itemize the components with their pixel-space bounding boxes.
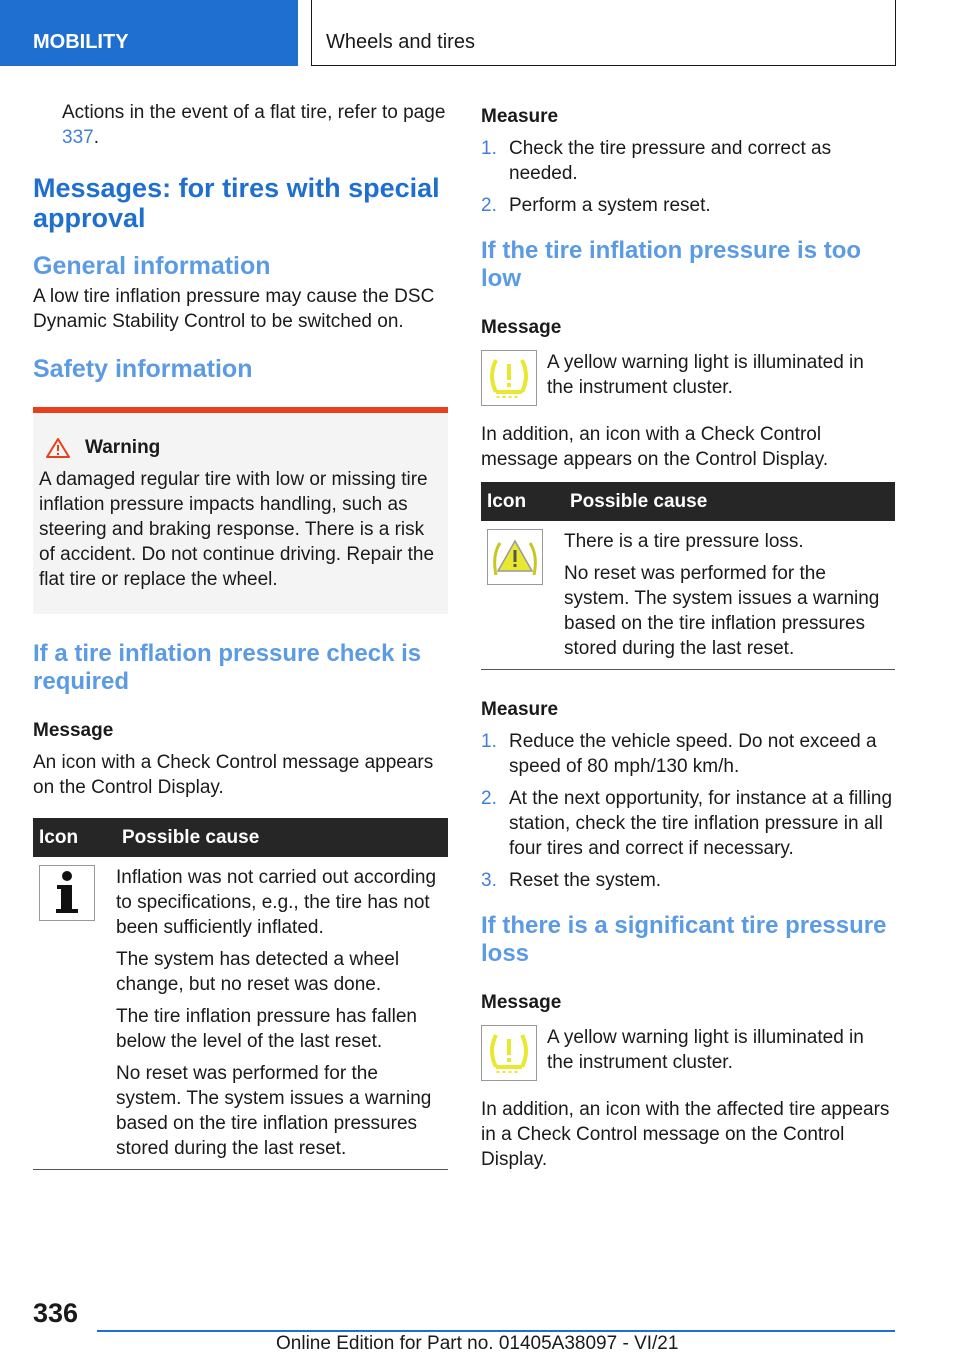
tire-warning-triangle-icon xyxy=(487,529,543,585)
warning-title: Warning xyxy=(39,437,441,459)
list-item: 2. At the next opportunity, for instance at a filling station, check the tire inflation pressure in all four tires and correct if necessary. xyxy=(481,788,893,859)
cause-text: There is a tire pressure loss. xyxy=(564,531,804,552)
list-item: 3. Reset the system. xyxy=(481,870,662,891)
warning-light-text: A yellow warning light is illuminated in the instrument cluster. xyxy=(547,352,864,398)
left-column xyxy=(33,100,448,1170)
page-number: 336 xyxy=(33,1298,79,1328)
cause-text: The system has detected a wheel change, but no reset was done. xyxy=(116,949,400,995)
section-tab: MOBILITY xyxy=(0,0,298,66)
warning-light-row xyxy=(481,350,895,406)
cause-text: No reset was performed for the system. The system issues a warning based on the tire inflation pressures stored during the last reset. xyxy=(564,563,880,659)
cause-text: Inflation was not carried out according to specifications, e.g., the tire has not been sufficiently inflated. xyxy=(116,867,437,938)
addition-text: In addition, an icon with the affected tire appears in a Check Control message on the Control Display. xyxy=(481,1099,890,1170)
pressure-loss-table xyxy=(481,482,895,670)
main-heading: Messages: for tires with special approval xyxy=(33,173,440,233)
measure-label: Measure xyxy=(481,106,559,127)
warning-text: A damaged regular tire with low or missing tire inflation pressure impacts handling, such as steering and braking response. There is a risk of accident. Do not continue driving. Repair the flat tire or replace the wheel. xyxy=(39,469,435,590)
table-row xyxy=(481,521,895,670)
measure-steps xyxy=(481,729,895,893)
general-information-text: A low tire inflation pressure may cause the DSC Dynamic Stability Control to be switched on. xyxy=(33,286,435,332)
list-item: 1. Check the tire pressure and correct as needed. xyxy=(481,138,832,184)
warning-light-row xyxy=(481,1025,895,1081)
tire-pressure-warning-icon xyxy=(481,350,537,406)
column-header-cause: Possible cause xyxy=(564,482,895,521)
addition-text: In addition, an icon with a Check Control message appears on the Control Display. xyxy=(481,424,829,470)
warning-light-text: A yellow warning light is illuminated in the instrument cluster. xyxy=(547,1027,864,1073)
list-item: 1. Reduce the vehicle speed. Do not exceed a speed of 80 mph/130 km/h. xyxy=(481,731,877,777)
cause-text: No reset was performed for the system. The system issues a warning based on the tire inflation pressures stored during the last reset. xyxy=(116,1063,432,1159)
column-header-icon: Icon xyxy=(33,818,116,857)
right-column xyxy=(481,104,895,1172)
page-link[interactable]: 337 xyxy=(62,127,94,148)
warning-triangle-icon xyxy=(45,437,71,459)
intro-paragraph: Actions in the event of a flat tire, refer to page 337. xyxy=(62,102,446,148)
message-label: Message xyxy=(481,317,562,338)
general-information-heading: General information xyxy=(33,252,271,280)
cause-text: The tire inflation pressure has fallen below the level of the last reset. xyxy=(116,1006,417,1052)
chapter-title: Wheels and tires xyxy=(311,0,896,66)
message-label: Message xyxy=(481,992,562,1013)
safety-information-heading: Safety information xyxy=(33,355,253,383)
message-text: An icon with a Check Control message appears on the Control Display. xyxy=(33,752,434,798)
significant-loss-heading: If there is a significant tire pressure loss xyxy=(481,912,887,967)
check-required-heading: If a tire inflation pressure check is required xyxy=(33,640,422,695)
column-header-icon: Icon xyxy=(481,482,564,521)
measure-steps xyxy=(481,136,895,218)
column-header-cause: Possible cause xyxy=(116,818,448,857)
table-row xyxy=(33,857,448,1170)
warning-box xyxy=(33,407,448,614)
tire-pressure-warning-icon xyxy=(481,1025,537,1081)
message-label: Message xyxy=(33,720,114,741)
check-control-table xyxy=(33,818,448,1170)
info-icon xyxy=(39,865,95,921)
page-header xyxy=(0,0,960,66)
footer-divider xyxy=(97,1330,895,1332)
pressure-too-low-heading: If the tire inflation pressure is too low xyxy=(481,237,862,292)
edition-text: Online Edition for Part no. 01405A38097 - VI/21 xyxy=(276,1333,679,1354)
measure-label: Measure xyxy=(481,699,559,720)
list-item: 2. Perform a system reset. xyxy=(481,195,711,216)
